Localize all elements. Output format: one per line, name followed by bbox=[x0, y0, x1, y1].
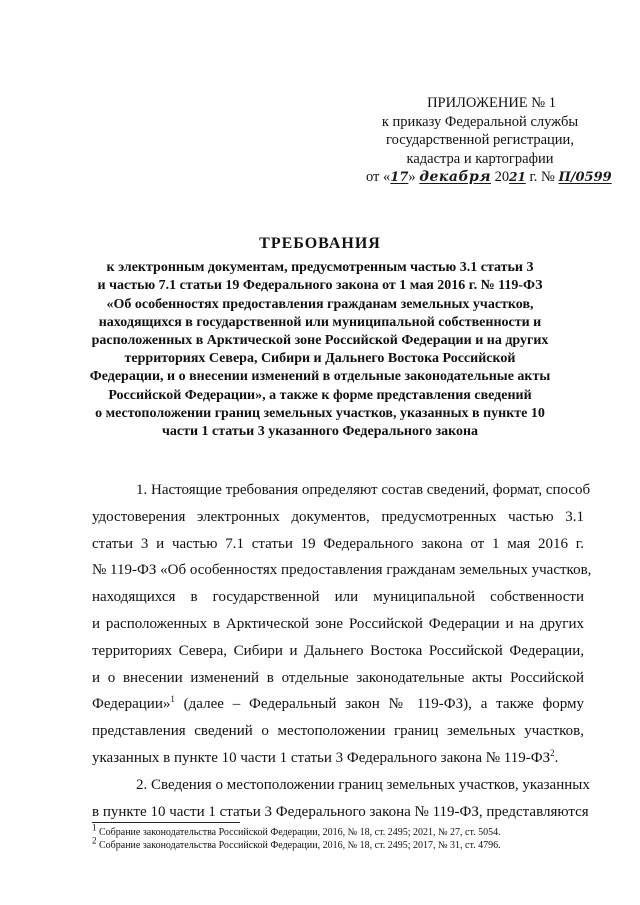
title-line: «Об особенностях предоставления гражданам земельных участков, bbox=[106, 296, 534, 312]
appendix-title: ПРИЛОЖЕНИЕ № 1 bbox=[427, 95, 556, 111]
order-date-line bbox=[360, 168, 612, 188]
footnote-1 bbox=[92, 822, 592, 839]
handwritten-year: 21 bbox=[509, 170, 526, 184]
footnote-ref-1: 1 bbox=[170, 694, 175, 705]
body-text: . bbox=[554, 749, 559, 766]
date-mid: » bbox=[408, 169, 420, 185]
title-line: к электронным документам, предусмотренным частью 3.1 статьи 3 bbox=[106, 260, 534, 276]
body-line bbox=[92, 745, 584, 772]
footnote-1-text: Собрание законодательства Российской Федерации, 2016, № 18, ст. 2495; 2021, № 27, ст. 5054. bbox=[96, 827, 501, 838]
title-line: Российской Федерации», а также к форме представления сведений bbox=[108, 387, 532, 403]
title-line: находящихся в государственной или муниципальной собственности и bbox=[98, 314, 542, 330]
footnote-ref-2: 2 bbox=[550, 747, 555, 758]
footnote-2-number: 2 bbox=[92, 835, 97, 846]
body-line: удостоверения электронных документов, предусмотренных частью 3.1 bbox=[92, 508, 584, 525]
appendix-line-1: к приказу Федеральной службы bbox=[381, 113, 579, 130]
body-line: 2. Сведения о местоположении границ земельных участков, указанных bbox=[136, 776, 590, 793]
title-line: Федерации, и о внесении изменений в отдельные законодательные акты bbox=[89, 369, 551, 385]
date-year-prefix: 20 bbox=[490, 169, 510, 185]
document-heading: ТРЕБОВАНИЯ bbox=[259, 235, 381, 252]
requirements-title-block bbox=[70, 235, 570, 441]
title-line: расположенных в Арктической зоне Российской Федерации и на других bbox=[91, 333, 549, 349]
footnote-1-number: 1 bbox=[92, 822, 97, 833]
body-text: Федерации» bbox=[92, 696, 171, 713]
handwritten-day: 17 bbox=[390, 170, 409, 185]
body-line: и расположенных в Арктической зоне Российской Федерации и на других bbox=[92, 615, 584, 632]
date-number-prefix: г. № bbox=[525, 169, 559, 185]
body-line: 1. Настоящие требования определяют состав сведений, формат, способ bbox=[136, 482, 591, 498]
handwritten-order-number: П/0599 bbox=[558, 170, 612, 185]
footnote-separator bbox=[92, 822, 240, 823]
body-line: № 119-ФЗ «Об особенностях предоставления гражданам земельных участков, bbox=[92, 562, 592, 579]
title-line: части 1 статьи 3 указанного Федерального закона bbox=[161, 424, 479, 440]
title-line: о местоположении границ земельных участков, указанных в пункте 10 bbox=[95, 405, 545, 421]
title-line: территориях Севера, Сибири и Дальнего Востока Российской bbox=[124, 351, 516, 367]
body-text: указанных в пункте 10 части 1 статьи 3 Федерального закона № 119-ФЗ bbox=[92, 749, 551, 766]
footnotes bbox=[92, 822, 592, 852]
handwritten-month: декабря bbox=[419, 169, 491, 185]
body-line: находящихся в государственной или муниципальной собственности bbox=[92, 589, 584, 606]
appendix-header bbox=[360, 94, 612, 188]
body-text: (далее – Федеральный закон № 119-ФЗ), а также форму bbox=[174, 696, 584, 713]
body-line: в пункте 10 части 1 статьи 3 Федерального закона № 119-ФЗ, представляются bbox=[92, 803, 589, 820]
title-line: и частью 7.1 статьи 19 Федерального закона от 1 мая 2016 г. № 119-ФЗ bbox=[97, 278, 543, 294]
appendix-line-3: кадастра и картографии bbox=[406, 150, 554, 167]
paragraph-1 bbox=[92, 477, 592, 772]
body-line bbox=[92, 691, 584, 718]
body-line: и о внесении изменений в отдельные законодательные акты Российской bbox=[92, 669, 584, 686]
body-line: статьи 3 и частью 7.1 статьи 19 Федерального закона от 1 мая 2016 г. bbox=[92, 535, 584, 552]
footnote-2-text: Собрание законодательства Российской Федерации, 2016, № 18, ст. 2495; 2017, № 31, ст. 4796. bbox=[96, 840, 501, 851]
appendix-line-2: государственной регистрации, bbox=[386, 132, 574, 148]
paragraph-2 bbox=[92, 772, 590, 826]
body-line: представления сведений о местоположении границ земельных участков, bbox=[92, 723, 584, 740]
document-body bbox=[92, 477, 592, 825]
body-line: территориях Севера, Сибири и Дальнего Востока Российской Федерации, bbox=[92, 642, 584, 659]
footnote-2 bbox=[92, 835, 592, 852]
date-prefix: от « bbox=[366, 169, 391, 185]
